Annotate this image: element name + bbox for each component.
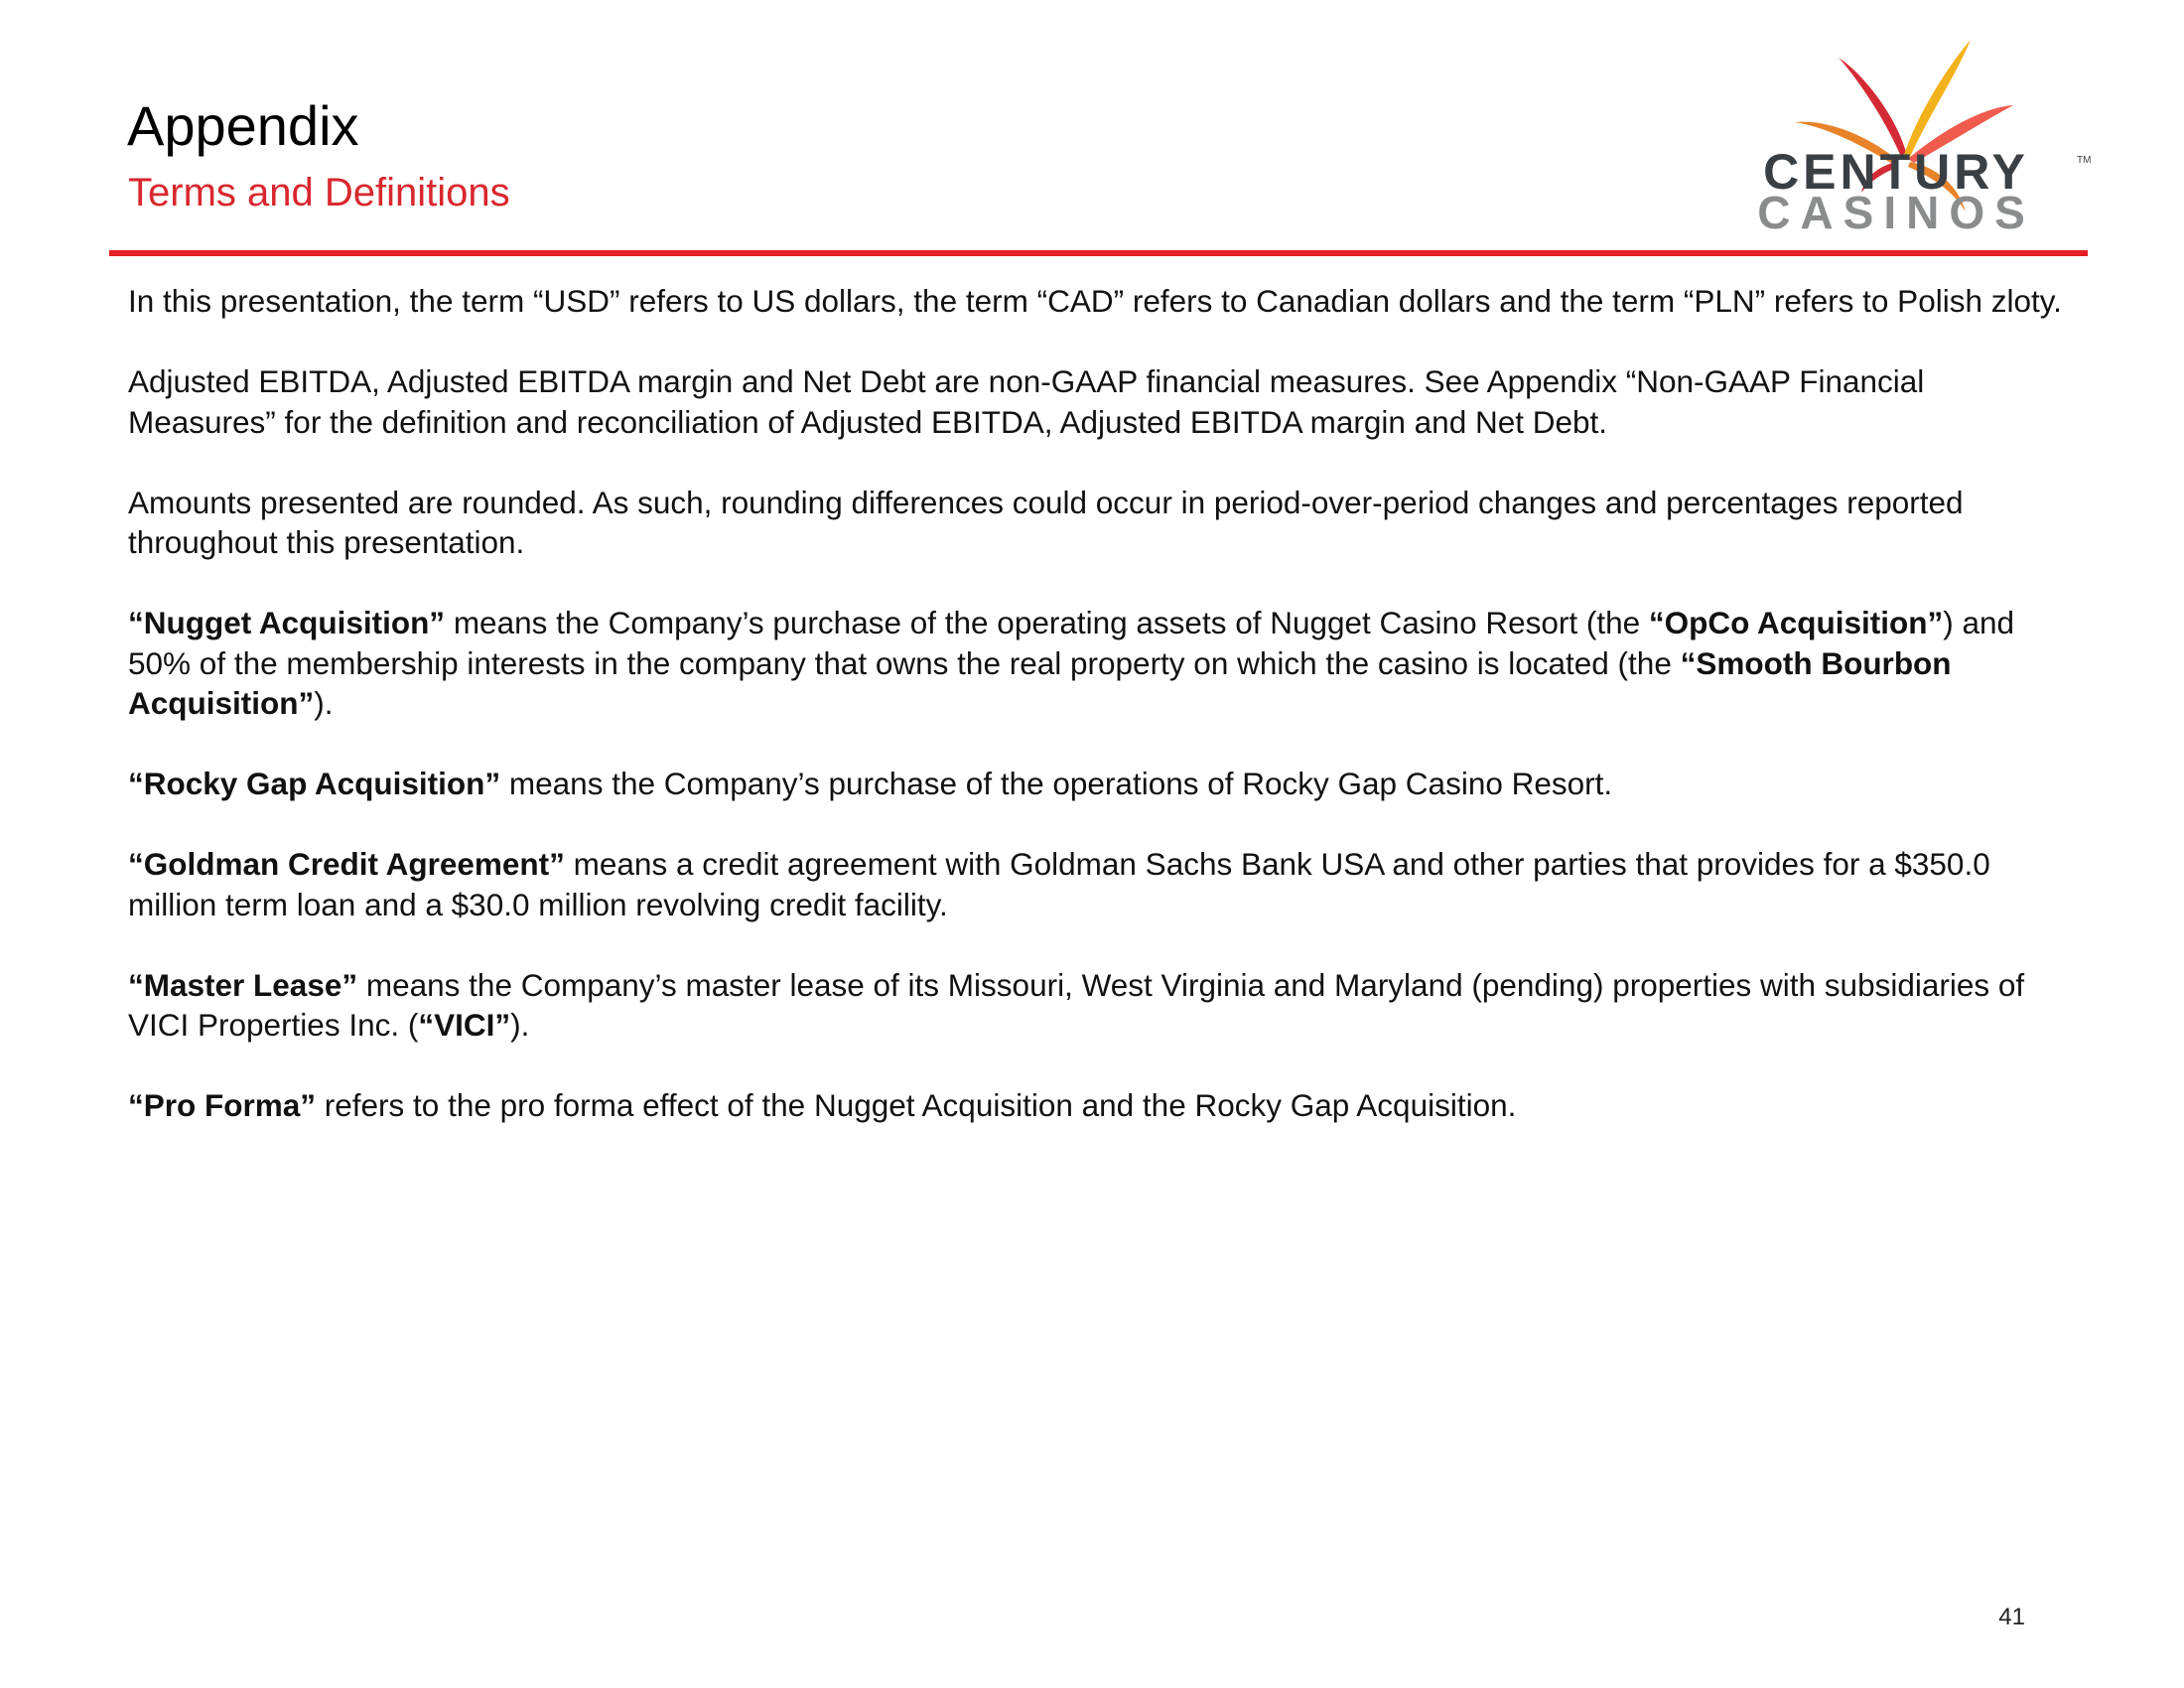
- century-casinos-burst-logo-icon: [1698, 18, 2095, 236]
- defined-term: “Goldman Credit Agreement”: [128, 846, 565, 882]
- defined-term: “Master Lease”: [128, 966, 358, 1003]
- page-subtitle: Terms and Definitions: [128, 171, 510, 214]
- definition-text: means the Company’s purchase of the operations of Rocky Gap Casino Resort.: [500, 766, 1613, 801]
- defined-term: “Pro Forma”: [128, 1087, 317, 1123]
- defined-term: “Smooth Bourbon Acquisition”: [128, 644, 1952, 721]
- defined-term: “VICI”: [418, 1007, 511, 1043]
- pro-forma-paragraph: [128, 1085, 2074, 1126]
- rounding-paragraph: Amounts presented are rounded. As such, rounding differences could occur in period-over-period changes and percentages reported throughout this presentation.: [128, 484, 1964, 560]
- definition-text: ).: [510, 1007, 530, 1043]
- page-title: Appendix: [127, 94, 359, 157]
- logo-wordmark-top: CENTURY: [1763, 144, 2029, 200]
- definition-text: means the Company’s master lease of its Missouri, West Virginia and Maryland (pending) properties with subsidiaries of VICI Properties Inc. (: [128, 966, 2025, 1043]
- definition-text: refers to the pro forma effect of the Nugget Acquisition and the Rocky Gap Acquisition.: [316, 1087, 1517, 1123]
- non-gaap-paragraph: Adjusted EBITDA, Adjusted EBITDA margin and Net Debt are non-GAAP financial measures. See Appendix “Non-GAAP Financial Measures” for the definition and reconciliation of Adjusted EBITDA, Adjusted EBITDA margin and Net Debt.: [128, 363, 1925, 440]
- terms-body: [128, 281, 2074, 1166]
- master-lease-paragraph: [128, 965, 2074, 1046]
- definition-text: ) and 50% of the membership interests in the company that owns the real property on which the casino is located (the: [128, 605, 2015, 681]
- definition-text: means a credit agreement with Goldman Sachs Bank USA and other parties that provides for a $350.0 million term loan and a $30.0 million revolving credit facility.: [128, 846, 1990, 922]
- nugget-acquisition-paragraph: [128, 603, 2074, 724]
- goldman-credit-paragraph: [128, 844, 2074, 924]
- defined-term: “OpCo Acquisition”: [1648, 605, 1944, 640]
- definition-text: means the Company’s purchase of the operating assets of Nugget Casino Resort (the: [445, 605, 1649, 640]
- currency-paragraph: In this presentation, the term “USD” refers to US dollars, the term “CAD” refers to Canadian dollars and the term “PLN” refers to Polish zloty.: [128, 283, 2062, 319]
- trademark-symbol: TM: [2077, 155, 2092, 166]
- page-number: 41: [1998, 1604, 2025, 1630]
- defined-term: “Rocky Gap Acquisition”: [128, 766, 501, 801]
- century-casinos-logo: [1698, 18, 2095, 236]
- rocky-gap-paragraph: [128, 764, 2074, 804]
- defined-term: “Nugget Acquisition”: [128, 605, 446, 640]
- header-divider: [109, 250, 2088, 256]
- logo-wordmark-bottom: CASINOS: [1757, 187, 2035, 236]
- definition-text: ).: [314, 685, 334, 721]
